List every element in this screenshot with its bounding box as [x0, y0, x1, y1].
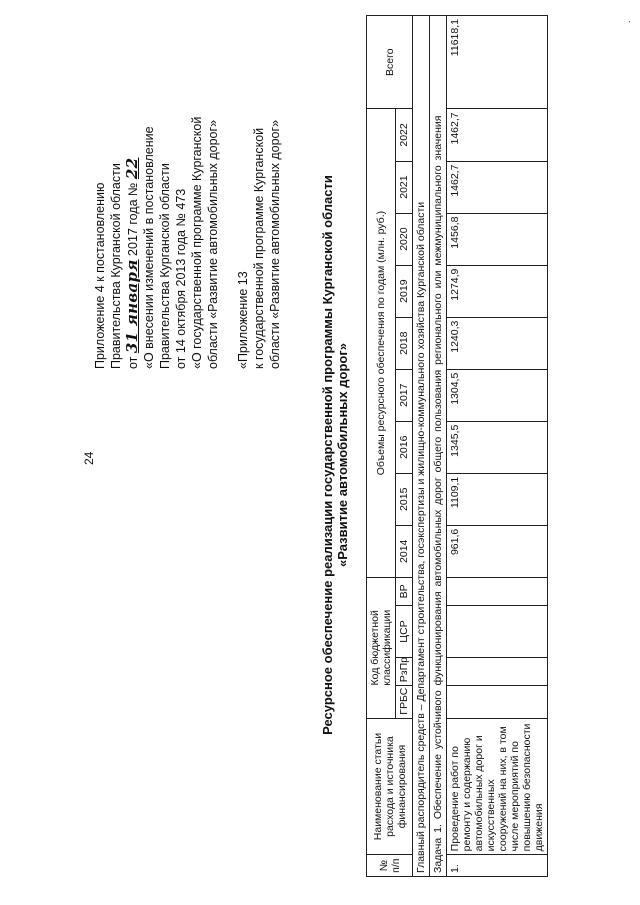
header-volumes: Объемы ресурсного обеспечения по годам (млн. руб.) [367, 109, 396, 577]
approval-line: Правительства Курганской области [158, 163, 172, 369]
approval-block [92, 0, 283, 369]
table-row [447, 16, 548, 877]
header-grbs: ГРБС [396, 686, 413, 719]
header-year: 2016 [396, 421, 413, 473]
document-title [320, 145, 350, 765]
approval-line: Приложение 4 к постановлению [93, 182, 107, 369]
row-value: 1109,1 [447, 473, 548, 525]
row-value: 1274,9 [447, 265, 548, 317]
task-cell: Задача 1. Обеспечение устойчивого функционирования автомобильных дорог общего пользования регионального или межмуниципального значения [430, 16, 447, 877]
header-code: Код бюджетной классификации [367, 577, 396, 718]
manager-row [413, 16, 430, 877]
row-rzpr [447, 658, 548, 686]
header-num: № п/п [367, 855, 413, 877]
row-total: 11618,1 [447, 16, 548, 109]
header-year: 2019 [396, 265, 413, 317]
approval-line: «Приложение 13 [236, 271, 250, 369]
row-num: 1. [447, 855, 548, 877]
row-value: 1240,3 [447, 317, 548, 369]
header-year: 2018 [396, 317, 413, 369]
approval-year: 2017 года № [126, 182, 140, 256]
approval-line: от 14 октября 2013 года № 473 [174, 188, 188, 369]
header-year: 2021 [396, 161, 413, 213]
row-name: Проведение работ по ремонту и содержанию автомобильных дорог и искусственных сооружений на них, в том числе мероприятий по повышению безопасности движения [447, 718, 548, 855]
task-row [430, 16, 447, 877]
handwritten-date: 31 января [123, 259, 141, 354]
title-line: «Развитие автомобильных дорог» [335, 343, 350, 567]
header-csr: ЦСР [396, 606, 413, 658]
scan-speck: . [622, 20, 632, 23]
header-vr: ВР [396, 577, 413, 605]
header-rzpr: РзПр [396, 658, 413, 686]
page-number: 24 [82, 451, 96, 465]
approval-from: от [126, 356, 140, 369]
approval-line: области «Развитие автомобильных дорог» [268, 119, 282, 369]
approval-line: «О государственной программе Курганской [190, 116, 204, 369]
row-vr [447, 577, 548, 605]
header-year: 2020 [396, 213, 413, 265]
approval-gap [221, 0, 235, 369]
row-value: 1345,5 [447, 421, 548, 473]
approval-line: «О внесении изменений в постановление [142, 126, 156, 369]
header-year: 2014 [396, 525, 413, 577]
header-year: 2017 [396, 369, 413, 421]
handwritten-number: 22 [123, 157, 141, 180]
header-year: 2022 [396, 109, 413, 161]
approval-line: области «Развитие автомобильных дорог» [206, 119, 220, 369]
approval-line: Правительства Курганской области [109, 163, 123, 369]
row-csr [447, 606, 548, 658]
row-value: 961,6 [447, 525, 548, 577]
row-value: 1462,7 [447, 109, 548, 161]
resource-table [366, 15, 548, 877]
row-value: 1304,5 [447, 369, 548, 421]
row-value: 1456,8 [447, 213, 548, 265]
manager-cell: Главный распорядитель средств – Департамент строительства, госэкспертизы и жилищно-коммунального хозяйства Курганской области [413, 16, 430, 877]
header-total: Всего [367, 16, 413, 109]
table-header-row [367, 16, 396, 877]
header-year: 2015 [396, 473, 413, 525]
row-value: 1462,7 [447, 161, 548, 213]
title-line: Ресурсное обеспечение реализации государственной программы Курганской области [320, 175, 335, 735]
approval-line: к государственной программе Курганской [252, 127, 266, 369]
row-grbs [447, 686, 548, 719]
approval-date-line [124, 0, 141, 369]
header-name: Наименование статьи расхода и источника финансирования [367, 718, 413, 855]
